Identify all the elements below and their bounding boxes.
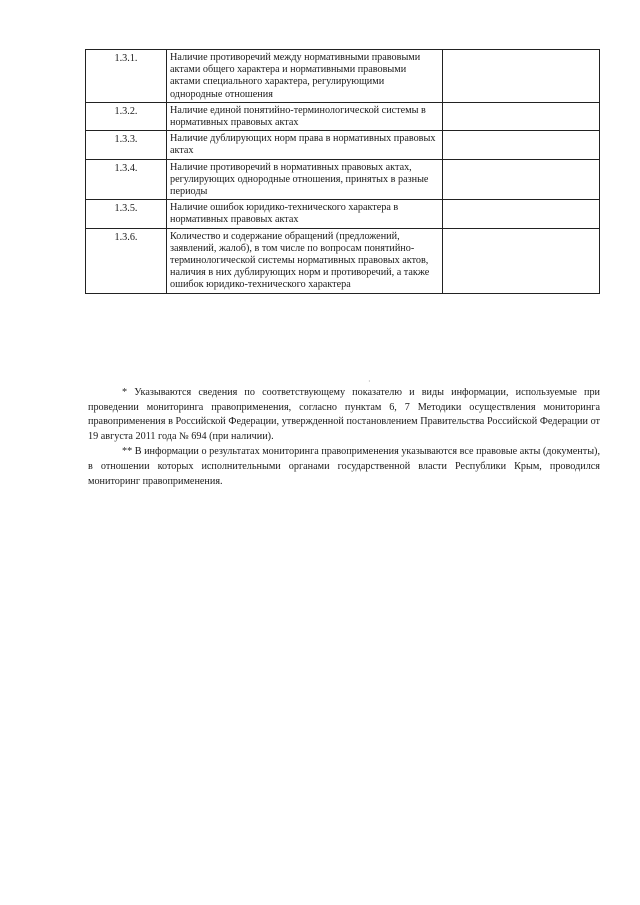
row-number-cell: 1.3.3. xyxy=(86,131,167,159)
value-cell xyxy=(443,200,600,228)
table-row xyxy=(86,228,600,293)
value-cell xyxy=(443,50,600,103)
criteria-table-body xyxy=(86,50,600,294)
criterion-text-cell: Наличие противоречий между нормативными правовыми актами общего характера и нормативными правовыми актами специального характера, регулирующими однородные отношения xyxy=(167,50,443,103)
value-cell xyxy=(443,102,600,130)
footnote-2: ** В информации о результатах мониторинга правоприменения указываются все правовые акты (документы), в отношении которых исполнительными органами государственной власти Республики Крым, проводился мониторинг правоприменения. xyxy=(88,446,600,487)
row-number-cell: 1.3.6. xyxy=(86,228,167,293)
scan-artifact: · xyxy=(368,377,371,386)
table-row xyxy=(86,159,600,200)
row-number-cell: 1.3.5. xyxy=(86,200,167,228)
table-row xyxy=(86,200,600,228)
criterion-text-cell: Наличие дублирующих норм права в нормативных правовых актах xyxy=(167,131,443,159)
table-row xyxy=(86,131,600,159)
criterion-text-cell: Наличие ошибок юридико-технического характера в нормативных правовых актах xyxy=(167,200,443,228)
table-row xyxy=(86,102,600,130)
criterion-text-cell: Количество и содержание обращений (предложений, заявлений, жалоб), в том числе по вопросам понятийно-терминологической системы нормативных правовых актов, наличия в них дублирующих норм и противоречий, а также ошибок юридико-технического характера xyxy=(167,228,443,293)
value-cell xyxy=(443,159,600,200)
criterion-text-cell: Наличие противоречий в нормативных правовых актах, регулирующих однородные отношения, принятых в разные периоды xyxy=(167,159,443,200)
table-row xyxy=(86,50,600,103)
value-cell xyxy=(443,131,600,159)
value-cell xyxy=(443,228,600,293)
row-number-cell: 1.3.4. xyxy=(86,159,167,200)
row-number-cell: 1.3.1. xyxy=(86,50,167,103)
row-number-cell: 1.3.2. xyxy=(86,102,167,130)
criteria-table xyxy=(85,49,600,294)
footnote-1: * Указываются сведения по соответствующему показателю и виды информации, используемые при проведении мониторинга правоприменения, согласно пунктам 6, 7 Методики осуществления мониторинга правоприменения в Российской Федерации, утвержденной постановлением Правительства Российской Федерации от 19 августа 2011 года № 694 (при наличии). xyxy=(88,387,600,442)
criterion-text-cell: Наличие единой понятийно-терминологической системы в нормативных правовых актах xyxy=(167,102,443,130)
footnotes xyxy=(88,386,600,490)
